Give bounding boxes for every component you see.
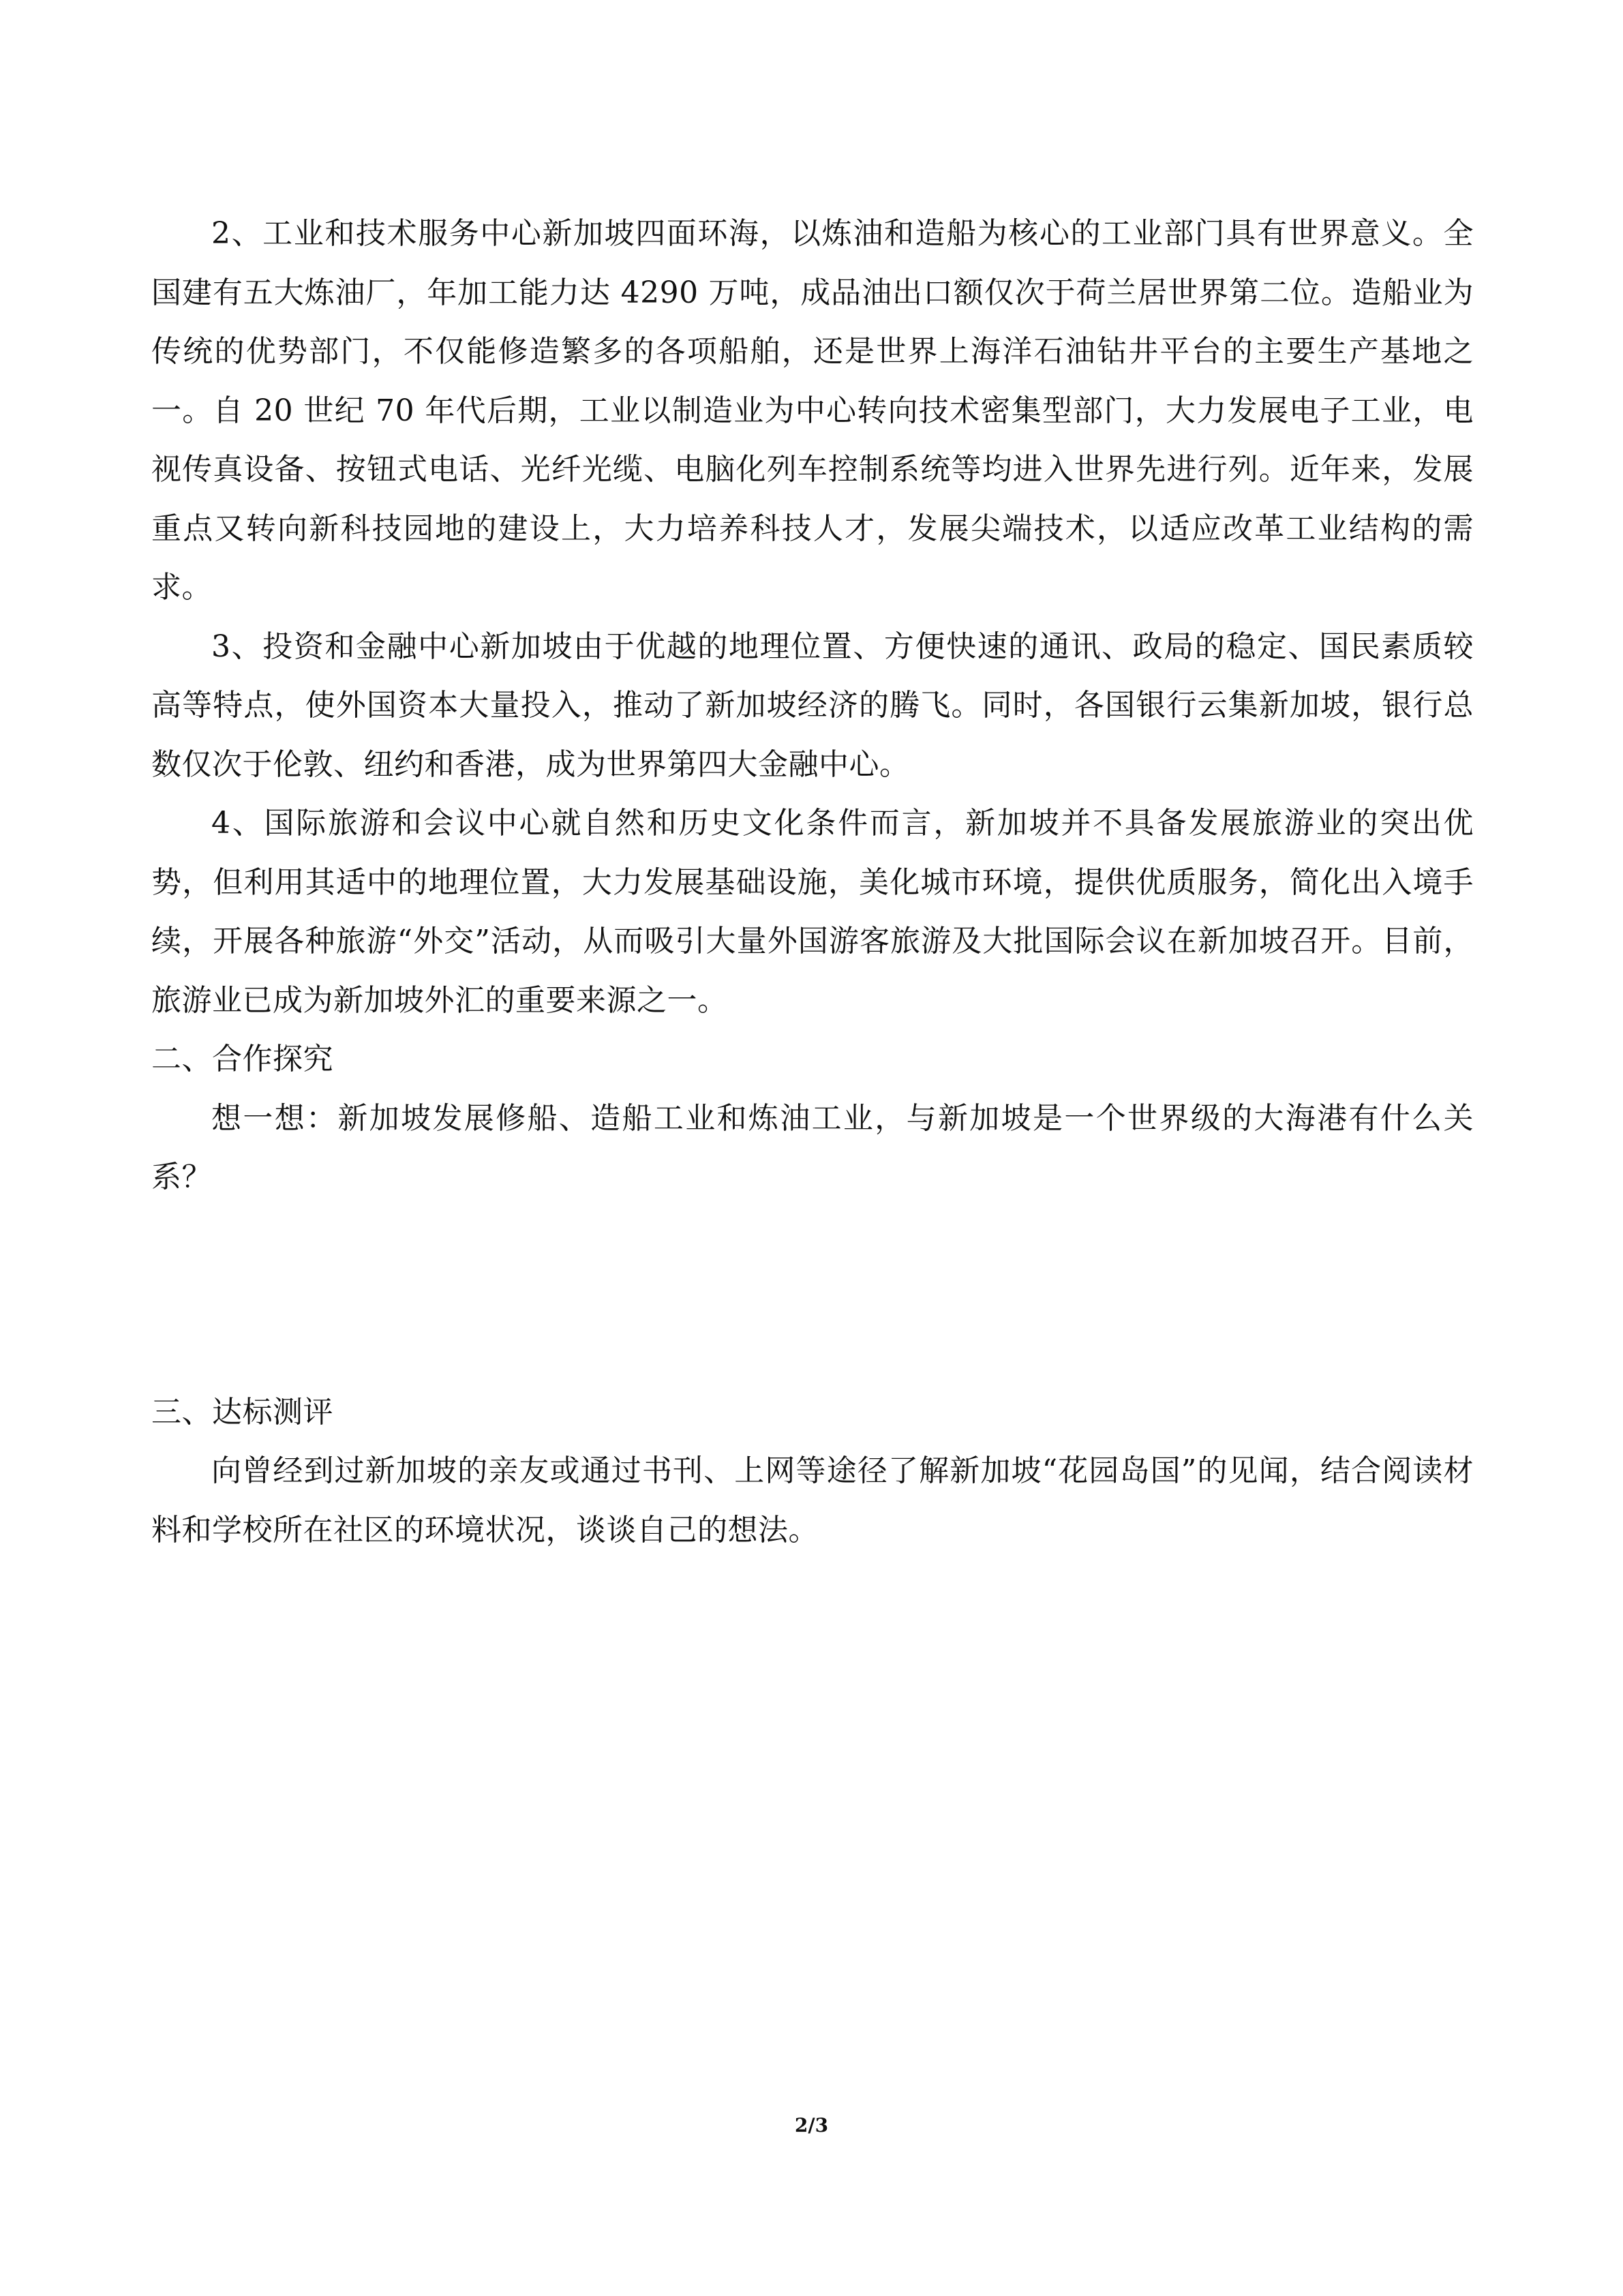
page-number: 2/3	[794, 2114, 829, 2136]
document-body	[151, 205, 1474, 1560]
paragraph-think-question: 想一想：新加坡发展修船、造船工业和炼油工业，与新加坡是一个世界级的大海港有什么关系？	[151, 1100, 1474, 1194]
paragraph-tourism-conference: 4、国际旅游和会议中心就自然和历史文化条件而言，新加坡并不具备发展旅游业的突出优势，但利用其适中的地理位置，大力发展基础设施，美化城市环境，提供优质服务，简化出入境手续，开展各种旅游“外交”活动，从而吸引大量外国游客旅游及大批国际会议在新加坡召开。目前，旅游业已成为新加坡外汇的重要来源之一。	[151, 806, 1474, 1018]
section-heading-assessment: 三、达标测评	[151, 1394, 333, 1430]
paragraph-investment-finance: 3、投资和金融中心新加坡由于优越的地理位置、方便快速的通讯、政局的稳定、国民素质较高等特点，使外国资本大量投入，推动了新加坡经济的腾飞。同时，各国银行云集新加坡，银行总数仅次于伦敦、纽约和香港，成为世界第四大金融中心。	[151, 629, 1474, 782]
section-heading-cooperative-inquiry: 二、合作探究	[151, 1042, 333, 1076]
answer-space	[151, 1207, 1474, 1383]
paragraph-assessment-task: 向曾经到过新加坡的亲友或通过书刊、上网等途径了解新加坡“花园岛国”的见闻，结合阅读材料和学校所在社区的环境状况，谈谈自己的想法。	[151, 1453, 1474, 1547]
paragraph-industry-tech-service: 2、工业和技术服务中心新加坡四面环海，以炼油和造船为核心的工业部门具有世界意义。全国建有五大炼油厂，年加工能力达 4290 万吨，成品油出口额仅次于荷兰居世界第二位。造船业为传统的优势部门，不仅能修造繁多的各项船舶，还是世界上海洋石油钻井平台的主要生产基地之一。自 20 世纪 70 年代后期，工业以制造业为中心转向技术密集型部门，大力发展电子工业，电视传真设备、按钮式电话、光纤光缆、电脑化列车控制系统等均进入世界先进行列。近年来，发展重点又转向新科技园地的建设上，大力培养科技人才，发展尖端技术，以适应改革工业结构的需求。	[151, 216, 1474, 605]
